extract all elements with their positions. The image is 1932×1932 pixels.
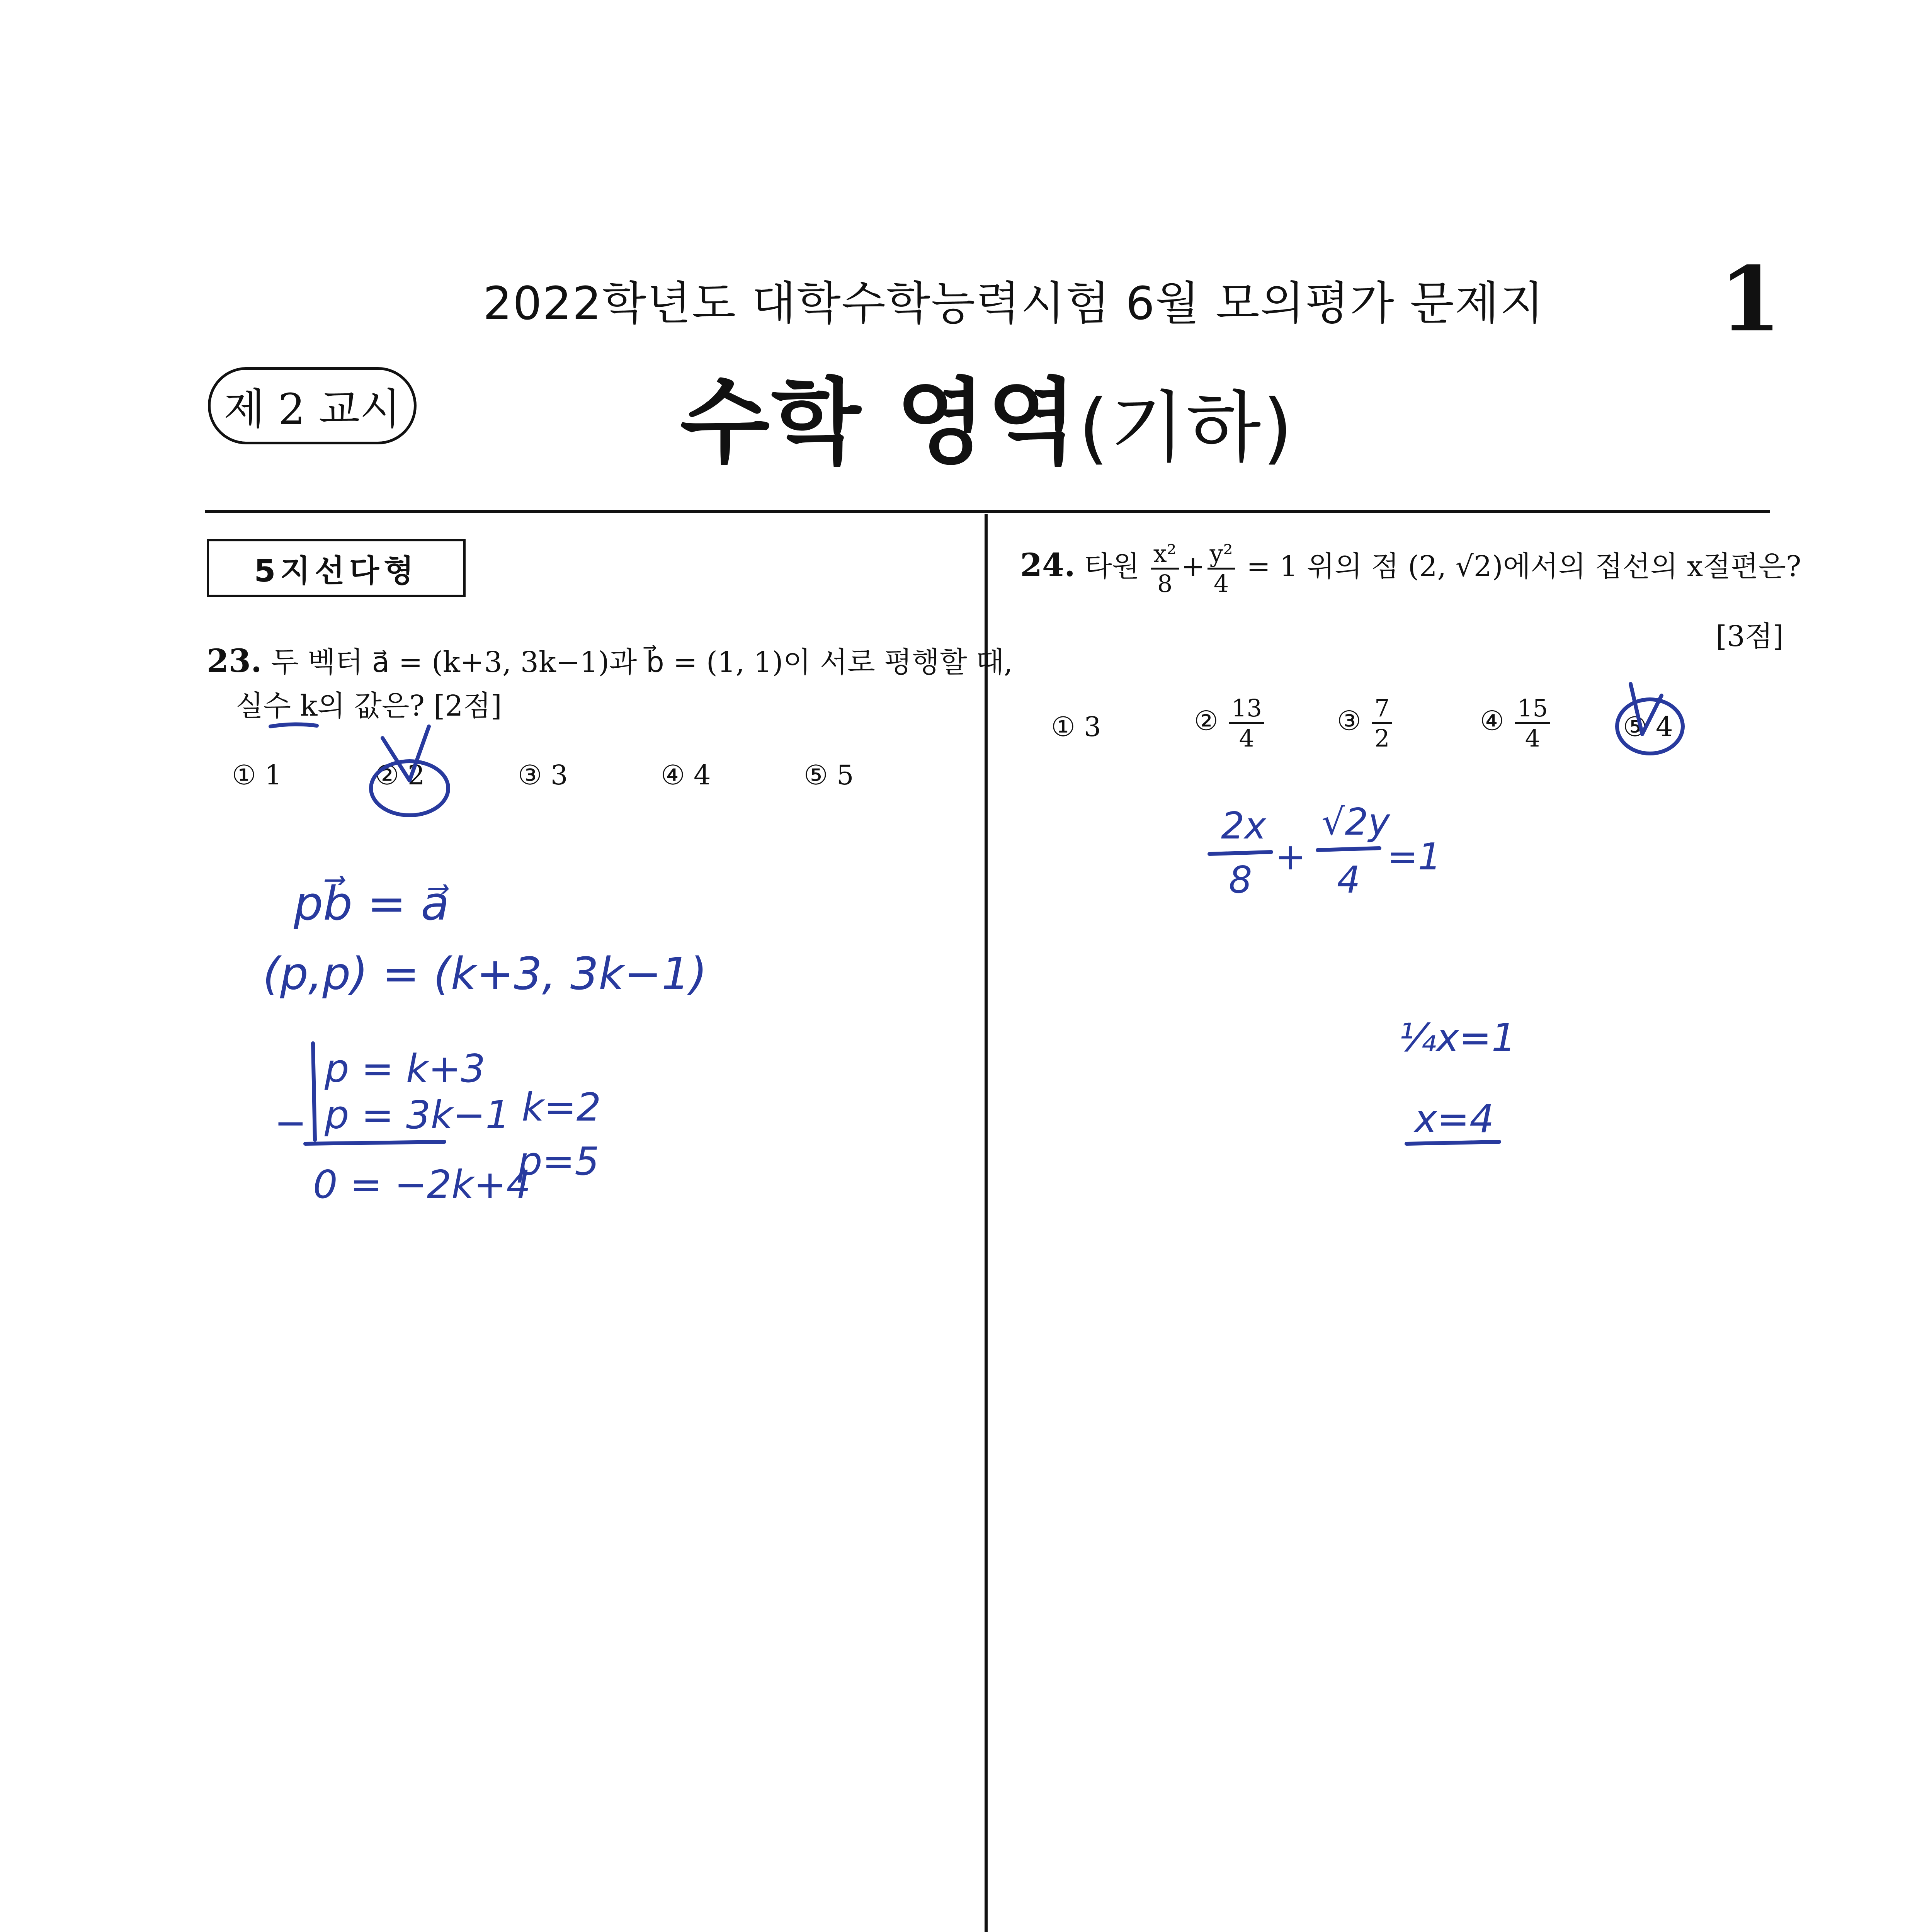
fraction-x: $\frac{\text{x²}}{8}$: [1151, 541, 1179, 596]
work-line: 8: [1229, 859, 1252, 901]
choice-2[interactable]: ② $\frac{13}{4}$: [1194, 696, 1267, 751]
choice-1[interactable]: ① 1: [232, 759, 282, 791]
work-line: 2x: [1221, 805, 1266, 847]
work-rule: [305, 1142, 444, 1144]
work-rule: [1406, 1142, 1499, 1144]
question-text-after: = 1 위의 점 (2, √2)에서의 접선의 x절편은?: [1246, 550, 1801, 583]
underline-mark: [270, 724, 317, 726]
subject-subtitle: (기하): [1078, 383, 1294, 473]
choice-5[interactable]: ⑤ 4: [1623, 711, 1673, 743]
check-mark: [383, 726, 429, 781]
choice-2[interactable]: ② 2: [375, 759, 425, 791]
work-line: =1: [1387, 836, 1442, 878]
answer-circle: [1617, 699, 1683, 753]
plus-sign: +: [1181, 550, 1205, 583]
work-line: ¼x=1: [1399, 1015, 1516, 1060]
choice-5[interactable]: ⑤ 5: [804, 759, 854, 791]
work-line: 0 = −2k+4: [313, 1162, 531, 1207]
work-rule: [1318, 848, 1379, 850]
subject-name: 수학 영역: [680, 368, 1078, 476]
section-label: 5지선다형: [207, 539, 466, 597]
work-line: +: [1275, 836, 1306, 878]
fraction-y: $\frac{\text{y²}}{4}$: [1208, 541, 1235, 596]
work-rule: [1209, 852, 1271, 854]
answer-circle: [371, 761, 448, 815]
work-line: −: [274, 1100, 307, 1145]
exam-title: 2022학년도 대학수학능력시험 6월 모의평가 문제지: [483, 277, 1545, 330]
work-bracket: [313, 1043, 315, 1140]
question-number: 24.: [1020, 547, 1075, 584]
choice-4[interactable]: ④ 4: [661, 759, 711, 791]
choice-3[interactable]: ③ 3: [518, 759, 568, 791]
work-line: (p,p) = (k+3, 3k−1): [263, 948, 707, 1000]
check-mark: [1631, 684, 1662, 734]
page-number: 1: [1719, 247, 1782, 352]
question-number: 23.: [207, 643, 262, 680]
question-text-before: 타원: [1084, 550, 1140, 583]
work-line: √2y: [1321, 801, 1390, 844]
period-badge: 제 2 교시: [208, 367, 417, 444]
work-line: p = 3k−1: [325, 1092, 510, 1138]
question-points: [3점]: [1716, 620, 1784, 653]
choice-4[interactable]: ④ $\frac{15}{4}$: [1480, 696, 1553, 751]
work-line: x=4: [1414, 1096, 1494, 1141]
work-line: p=5: [518, 1139, 599, 1184]
work-line: 4: [1337, 859, 1361, 901]
choice-3[interactable]: ③ $\frac{7}{2}$: [1337, 696, 1394, 751]
work-line: p = k+3: [325, 1046, 486, 1091]
work-line: k=2: [522, 1085, 601, 1130]
work-line: pb⃗ = a⃗: [294, 877, 449, 931]
question-text: 두 벡터 a⃗ = (k+3, 3k−1)과 b⃗ = (1, 1)이 서로 평행할 때,: [271, 646, 1013, 679]
choice-1[interactable]: ① 3: [1051, 711, 1101, 743]
question-23-line2: 실수 k의 값은? [2점]: [236, 689, 502, 723]
